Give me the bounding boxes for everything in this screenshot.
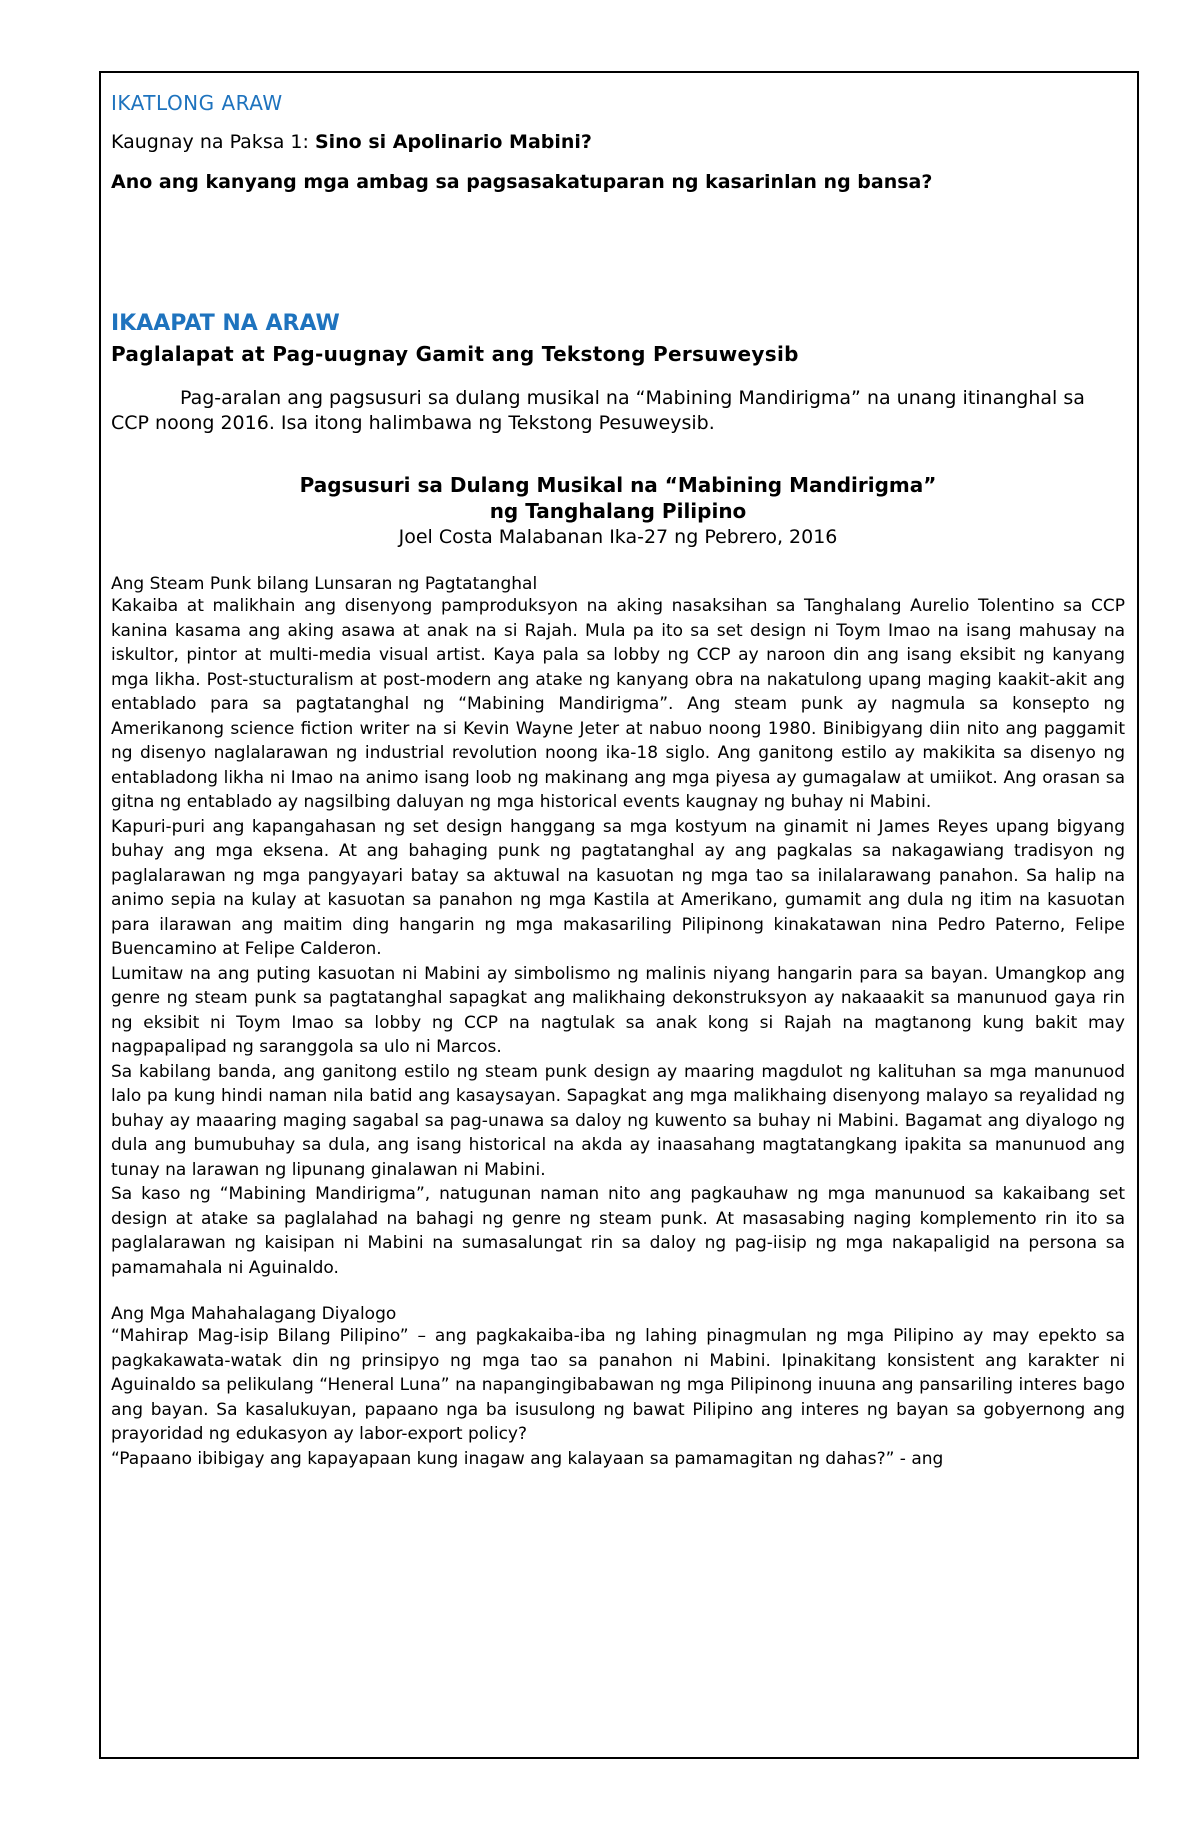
day4-heading: IKAAPAT NA ARAW bbox=[111, 311, 340, 336]
day4-subtitle: Paglalapat at Pag-uugnay Gamit ang Tekstong Persuweysib bbox=[111, 342, 799, 366]
paragraph-5: Sa kaso ng “Mabining Mandirigma”, natugunan naman nito ang pagkauhaw ng mga manunuod sa kakaibang set design at atake sa paglalahad na bahagi ng genre ng steam punk. At masasabing naging komplemento rin ito sa paglalarawan ng kaisipan ni Mabini na sumasalungat rin sa daloy ng pag-iisip ng mga nakapaligid na persona sa pamamahala ni Aguinaldo. bbox=[111, 1184, 1125, 1278]
review-author: Joel Costa Malabanan Ika-27 ng Pebrero, 2016 bbox=[398, 526, 838, 548]
paragraph-4: Sa kabilang banda, ang ganitong estilo ng steam punk design ay maaring magdulot ng kalituhan sa mga manunuod lalo pa kung hindi naman nila batid ang kasaysayan. Sapagkat ang mga malikhaing disenyong malayo sa reyalidad ng buhay ay maaaring maging sagabal sa pag-unawa sa daloy ng kuwento sa buhay ni Mabini. Bagamat ang diyalogo ng dula ang bumubuhay sa dula, ang isang historical na akda ay inaasahang magtatangkang ipakita sa manunuod ang tunay na larawan ng lipunang ginalawan ni Mabini. bbox=[111, 1061, 1125, 1180]
worksheet-frame bbox=[99, 71, 1139, 1759]
paragraph-6: “Mahirap Mag-isip Bilang Pilipino” – ang pagkakaiba-iba ng lahing pinagmulan ng mga Pilipino ay may epekto sa pagkakawata-watak din ng prinsipyo ng mga tao sa panahon ni Mabini. Ipinakitang konsistent ang karakter ni Aguinaldo sa pelikulang “Heneral Luna” na napangingibabawan ng mga Pilipinong inuuna ang pansariling interes bago ang bayan. Sa kasalukuyan, papaano nga ba isusulong ng bawat Pilipino ang interes ng bayan sa gobyernong ang prayoridad ng edukasyon ay labor-export policy? bbox=[111, 1326, 1125, 1444]
paragraph-7: “Papaano ibibigay ang kapayapaan kung inagaw ang kalayaan sa pamamagitan ng dahas?” - ang bbox=[111, 1448, 944, 1469]
topic-title: Sino si Apolinario Mabini? bbox=[314, 131, 592, 153]
section-heading-steampunk: Ang Steam Punk bilang Lunsaran ng Pagtatanghal bbox=[111, 574, 538, 594]
paragraph-3: Lumitaw na ang puting kasuotan ni Mabini ay simbolismo ng malinis niyang hangarin para sa bayan. Umangkop ang genre ng steam punk sa pagtatanghal sapagkat ang malikhaing dekonstruksyon ay nakaaakit sa manunuod gaya rin ng eksibit ni Toym Imao sa lobby ng CCP na nagtulak sa anak kong si Rajah na magtanong kung bakit may nagpapalipad ng saranggola sa ulo ni Marcos. bbox=[111, 963, 1125, 1057]
review-title-line1: Pagsusuri sa Dulang Musikal na “Mabining Mandirigma” bbox=[299, 473, 937, 497]
review-title-line2: ng Tanghalang Pilipino bbox=[489, 499, 747, 523]
topic-prefix: Kaugnay na Paksa 1: bbox=[111, 131, 315, 153]
section-heading-dialogues: Ang Mga Mahahalagang Diyalogo bbox=[111, 1304, 397, 1324]
review-title bbox=[111, 472, 1125, 524]
paragraph-1: Kakaiba at malikhain ang disenyong pamproduksyon na aking nasaksihan sa Tanghalang Aurelio Tolentino sa CCP kanina kasama ang aking asawa at anak na si Rajah. Mula pa ito sa set design ni Toym Imao na isang mahusay na iskultor, pintor at multi-media visual artist. Kaya pala sa lobby ng CCP ay naroon din ang isang eksibit ng kanyang mga likha. Post-stucturalism at post-modern ang atake ng kanyang obra na nakatulong upang maging kaakit-akit ang entablado para sa pagtatanghal ng “Mabining Mandirigma”. Ang steam punk ay nagmula sa konsepto ng Amerikanong science fiction writer na si Kevin Wayne Jeter at nabuo noong 1980. Binibigyang diin nito ang paggamit ng disenyo naglalarawan ng industrial revolution noong ika-18 siglo. Ang ganitong estilo ay makikita sa disenyo ng entabladong likha ni Imao na animo isang loob ng makinang ang mga piyesa ay gumagalaw at umiikot. Ang orasan sa gitna ng entablado ay nagsilbing daluyan ng mga historical events kaugnay ng buhay ni Mabini. bbox=[111, 596, 1125, 812]
paragraph-2: Kapuri-puri ang kapangahasan ng set design hanggang sa mga kostyum na ginamit ni James Reyes upang bigyang buhay ang mga eksena. At ang bahaging punk ng pagtatanghal ay ang pagkalas sa nakagawiang tradisyon ng paglalarawan ng mga pangyayari batay sa aktuwal na kasuotan ng mga tao sa inilalarawang panahon. Sa halip na animo sepia na kulay at kasuotan sa panahon ng mga Kastila at Amerikano, gumamit ang dula ng itim na kasuotan para ilarawan ang maitim ding hangarin ng mga makasariling Pilipinong kinakatawan nina Pedro Paterno, Felipe Buencamino at Felipe Calderon. bbox=[111, 816, 1125, 959]
day3-heading: IKATLONG ARAW bbox=[111, 91, 283, 115]
topic-line bbox=[111, 131, 1125, 153]
day4-intro: Pag-aralan ang pagsusuri sa dulang musikal na “Mabining Mandirigma” na unang itinanghal sa CCP noong 2016. Isa itong halimbawa ng Tekstong Pesuweysib. bbox=[111, 387, 1085, 434]
guide-question: Ano ang kanyang mga ambag sa pagsasakatuparan ng kasarinlan ng bansa? bbox=[111, 171, 933, 193]
